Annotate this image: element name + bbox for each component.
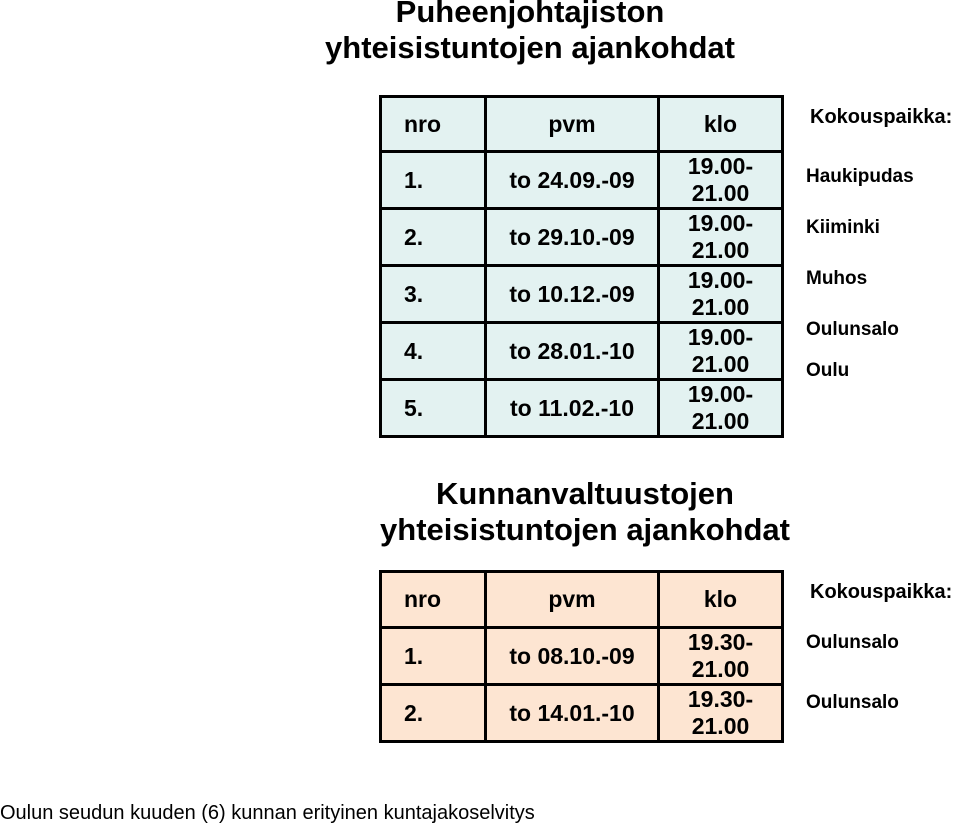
row-pvm: to 29.10.-09	[486, 209, 659, 266]
table-row	[381, 266, 783, 323]
location-label: Oulunsalo	[806, 632, 899, 653]
row-pvm: to 08.10.-09	[486, 628, 659, 685]
row-klo: 19.30-21.00	[659, 685, 783, 742]
table-row	[381, 380, 783, 437]
header-pvm: pvm	[486, 572, 659, 628]
chairmen-schedule-table	[379, 95, 784, 438]
table-header-row	[381, 572, 783, 628]
table-header-row	[381, 97, 783, 152]
section2-title-line1: Kunnanvaltuustojen	[436, 476, 734, 511]
row-pvm: to 28.01.-10	[486, 323, 659, 380]
section2-title-line2: yhteisistuntojen ajankohdat	[380, 512, 790, 547]
header-klo: klo	[659, 97, 783, 152]
row-klo: 19.00-21.00	[659, 266, 783, 323]
row-pvm: to 11.02.-10	[486, 380, 659, 437]
row-nro: 1.	[381, 628, 486, 685]
table-row	[381, 323, 783, 380]
header-pvm: pvm	[486, 97, 659, 152]
row-nro: 2.	[381, 209, 486, 266]
row-nro: 1.	[381, 152, 486, 209]
row-klo: 19.00-21.00	[659, 209, 783, 266]
row-nro: 5.	[381, 380, 486, 437]
location-label: Kiiminki	[806, 217, 880, 238]
table-row	[381, 685, 783, 742]
section1-title-line1: Puheenjohtajiston	[395, 0, 665, 29]
footer-text: Oulun seudun kuuden (6) kunnan erityinen kuntajakoselvitys	[0, 802, 535, 824]
header-nro: nro	[381, 572, 486, 628]
row-pvm: to 24.09.-09	[486, 152, 659, 209]
section1-title-line2: yhteisistuntojen ajankohdat	[325, 30, 735, 65]
location-label: Oulunsalo	[806, 692, 899, 713]
row-klo: 19.00-21.00	[659, 380, 783, 437]
row-pvm: to 10.12.-09	[486, 266, 659, 323]
location-label: Oulunsalo	[806, 319, 899, 340]
table-row	[381, 209, 783, 266]
council-schedule-table	[379, 570, 784, 743]
header-klo: klo	[659, 572, 783, 628]
location-label: Muhos	[806, 268, 868, 289]
section2-location-header: Kokouspaikka:	[810, 581, 953, 603]
row-klo: 19.00-21.00	[659, 152, 783, 209]
section1-location-header: Kokouspaikka:	[810, 106, 953, 128]
row-klo: 19.00-21.00	[659, 323, 783, 380]
section1-title	[300, 0, 760, 66]
location-label: Oulu	[806, 360, 850, 381]
row-pvm: to 14.01.-10	[486, 685, 659, 742]
row-nro: 3.	[381, 266, 486, 323]
table-row	[381, 628, 783, 685]
row-nro: 4.	[381, 323, 486, 380]
row-klo: 19.30-21.00	[659, 628, 783, 685]
table-row	[381, 152, 783, 209]
header-nro: nro	[381, 97, 486, 152]
location-label: Haukipudas	[806, 166, 914, 187]
row-nro: 2.	[381, 685, 486, 742]
section2-title	[330, 476, 840, 548]
